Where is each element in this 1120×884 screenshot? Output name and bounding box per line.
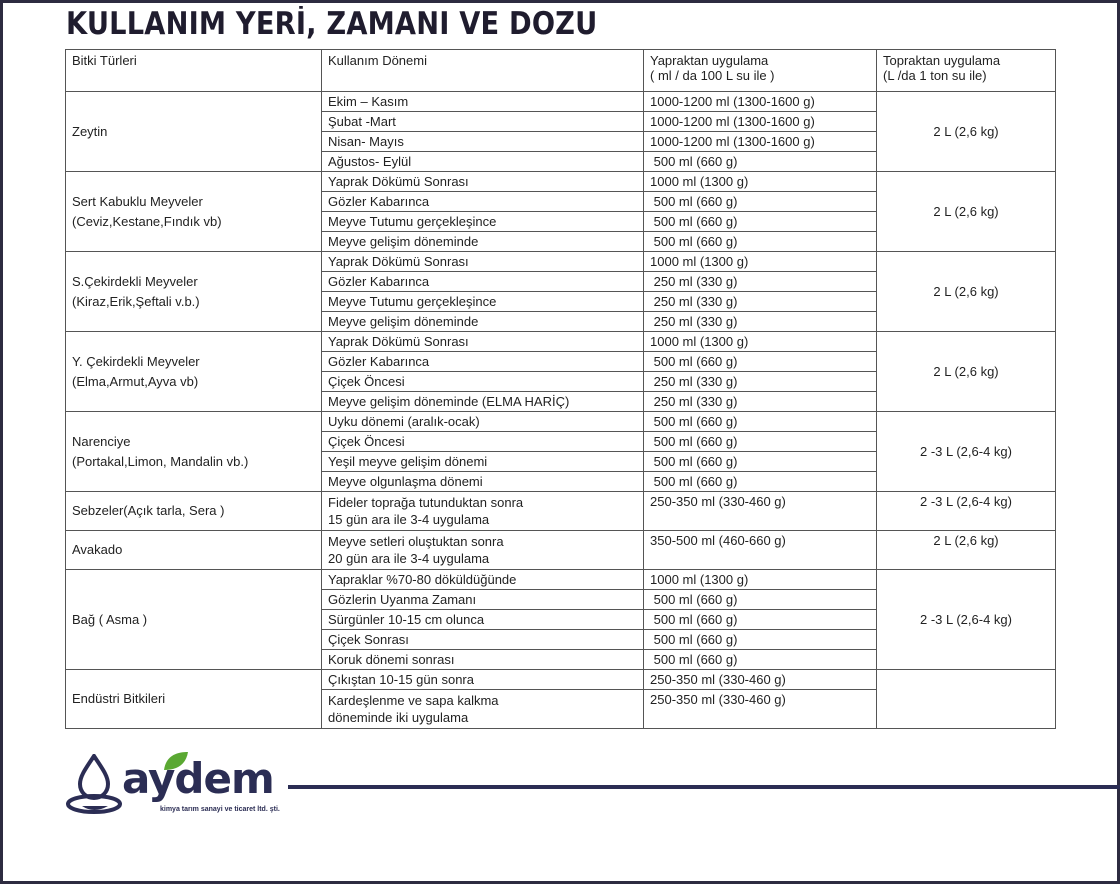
period-text: Çıkıştan 10-15 gün sonra [328,672,474,687]
period-cell [322,432,644,452]
header-crop: Bitki Türleri [66,50,322,92]
period-text-line2: 15 gün ara ile 3-4 uygulama [328,512,490,527]
crop-name: Y. Çekirdekli Meyveler [72,353,200,369]
period-text: Gözler Kabarınca [328,354,430,369]
crop-name: (Portakal,Limon, Mandalin vb.) [72,453,249,469]
crop-cell [66,570,322,670]
period-cell [322,192,644,212]
crop-name: Zeytin [72,123,108,139]
period-cell [322,212,644,232]
period-cell [322,610,644,630]
period-cell [322,252,644,272]
period-text: Ağustos- Eylül [328,154,412,169]
period-cell [322,392,644,412]
crop-name: Avakado [72,542,123,557]
period-cell [322,650,644,670]
header-period: Kullanım Dönemi [322,50,644,92]
period-text: Kardeşlenme ve sapa kalkma [328,693,499,708]
period-cell [322,492,644,531]
period-cell [322,292,644,312]
crop-cell [66,92,322,172]
foliar-dose-cell: 250-350 ml (330-460 g) [644,670,877,690]
foliar-dose-cell: 500 ml (660 g) [644,432,877,452]
period-text: Yaprak Dökümü Sonrası [328,254,469,269]
foliar-dose-cell: 250 ml (330 g) [644,272,877,292]
dosage-table-body [66,50,1056,729]
table-row [66,570,1056,590]
period-cell [322,92,644,112]
period-cell [322,412,644,432]
foliar-dose-cell: 1000 ml (1300 g) [644,252,877,272]
period-text: Çiçek Öncesi [328,434,405,449]
header-foliar-line1: Yapraktan uygulama [650,53,769,68]
foliar-dose-cell: 250 ml (330 g) [644,372,877,392]
crop-name: (Kiraz,Erik,Şeftali v.b.) [72,293,200,309]
period-cell [322,232,644,252]
table-row [66,172,1056,192]
period-text: Yapraklar %70-80 döküldüğünde [328,572,517,587]
header-soil [877,50,1056,92]
period-text: Gözlerin Uyanma Zamanı [328,592,477,607]
period-cell [322,152,644,172]
period-text: Fideler toprağa tutunduktan sonra [328,495,524,510]
crop-name: Bağ ( Asma ) [72,611,148,627]
crop-name: Sert Kabuklu Meyveler [72,193,203,209]
crop-name: S.Çekirdekli Meyveler [72,273,198,289]
period-text: Yeşil meyve gelişim dönemi [328,454,488,469]
foliar-dose-cell: 1000-1200 ml (1300-1600 g) [644,132,877,152]
crop-name: (Ceviz,Kestane,Fındık vb) [72,213,222,229]
period-cell [322,272,644,292]
period-text-line2: döneminde iki uygulama [328,710,469,725]
page-title: KULLANIM YERİ, ZAMANI VE DOZU [66,6,598,42]
crop-name: Sebzeler(Açık tarla, Sera ) [72,503,225,518]
drop-splash-icon [64,754,124,816]
period-cell [322,112,644,132]
foliar-dose-cell: 500 ml (660 g) [644,630,877,650]
period-cell [322,172,644,192]
soil-dose-cell: 2 L (2,6 kg) [877,332,1056,412]
period-cell [322,312,644,332]
foliar-dose-cell: 1000 ml (1300 g) [644,332,877,352]
foliar-dose-cell: 500 ml (660 g) [644,192,877,212]
period-text: Yaprak Dökümü Sonrası [328,334,469,349]
crop-name: Endüstri Bitkileri [72,691,166,706]
crop-cell [66,670,322,729]
foliar-dose-cell: 500 ml (660 g) [644,452,877,472]
foliar-dose-cell: 250 ml (330 g) [644,392,877,412]
period-text: Gözler Kabarınca [328,274,430,289]
soil-dose-cell: 2 -3 L (2,6-4 kg) [877,412,1056,492]
foliar-dose-cell: 250-350 ml (330-460 g) [644,492,877,531]
brand-tagline: kimya tarım sanayi ve ticaret ltd. şti. [160,806,280,813]
period-cell [322,590,644,610]
period-cell [322,472,644,492]
period-cell [322,132,644,152]
footer-rule [288,785,1120,789]
foliar-dose-cell: 1000 ml (1300 g) [644,570,877,590]
period-text: Meyve Tutumu gerçekleşince [328,214,497,229]
soil-dose-cell: 2 -3 L (2,6-4 kg) [877,570,1056,670]
aydem-logo [64,750,284,820]
foliar-dose-cell: 1000 ml (1300 g) [644,172,877,192]
period-cell [322,372,644,392]
table-row [66,332,1056,352]
period-cell [322,670,644,690]
table-row [66,412,1056,432]
soil-dose-cell: 2 L (2,6 kg) [877,252,1056,332]
crop-cell [66,492,322,531]
soil-dose-cell: 2 -3 L (2,6-4 kg) [877,492,1056,531]
foliar-dose-cell: 250-350 ml (330-460 g) [644,690,877,729]
period-text: Meyve gelişim döneminde [328,314,479,329]
table-row [66,492,1056,531]
table-row [66,670,1056,690]
crop-cell [66,531,322,570]
foliar-dose-cell: 250 ml (330 g) [644,312,877,332]
period-text: Koruk dönemi sonrası [328,652,455,667]
period-text: Çiçek Öncesi [328,374,405,389]
crop-cell [66,252,322,332]
table-row [66,531,1056,570]
period-cell [322,452,644,472]
table-header-row [66,50,1056,92]
soil-dose-cell: 2 L (2,6 kg) [877,531,1056,570]
period-text: Meyve setleri oluştuktan sonra [328,534,504,549]
period-cell [322,531,644,570]
foliar-dose-cell: 500 ml (660 g) [644,610,877,630]
period-text: Meyve gelişim döneminde (ELMA HARİÇ) [328,394,570,409]
period-text: Nisan- Mayıs [328,134,404,149]
crop-name: (Elma,Armut,Ayva vb) [72,373,199,389]
foliar-dose-cell: 500 ml (660 g) [644,590,877,610]
period-cell [322,630,644,650]
foliar-dose-cell: 500 ml (660 g) [644,232,877,252]
period-text: Meyve gelişim döneminde [328,234,479,249]
crop-cell [66,332,322,412]
period-cell [322,570,644,590]
period-text: Çiçek Sonrası [328,632,409,647]
header-foliar-line2: ( ml / da 100 L su ile ) [650,68,775,83]
foliar-dose-cell: 350-500 ml (460-660 g) [644,531,877,570]
period-text: Gözler Kabarınca [328,194,430,209]
dosage-table [65,49,1056,729]
foliar-dose-cell: 500 ml (660 g) [644,212,877,232]
crop-cell [66,172,322,252]
foliar-dose-cell: 500 ml (660 g) [644,472,877,492]
soil-dose-cell [877,670,1056,729]
period-text: Ekim – Kasım [328,94,409,109]
foliar-dose-cell: 500 ml (660 g) [644,152,877,172]
foliar-dose-cell: 250 ml (330 g) [644,292,877,312]
foliar-dose-cell: 500 ml (660 g) [644,352,877,372]
period-text: Sürgünler 10-15 cm olunca [328,612,485,627]
foliar-dose-cell: 1000-1200 ml (1300-1600 g) [644,92,877,112]
period-cell [322,690,644,729]
foliar-dose-cell: 500 ml (660 g) [644,650,877,670]
header-soil-line1: Topraktan uygulama [883,53,1001,68]
crop-cell [66,412,322,492]
frame-left-border [0,0,3,884]
period-cell [322,352,644,372]
header-soil-line2: (L /da 1 ton su ile) [883,68,987,83]
table-row [66,92,1056,112]
period-text: Meyve olgunlaşma dönemi [328,474,483,489]
period-text: Uyku dönemi (aralık-ocak) [328,414,480,429]
period-text: Meyve Tutumu gerçekleşince [328,294,497,309]
brand-name: aydem [122,754,274,803]
period-text: Yaprak Dökümü Sonrası [328,174,469,189]
foliar-dose-cell: 500 ml (660 g) [644,412,877,432]
period-cell [322,332,644,352]
soil-dose-cell: 2 L (2,6 kg) [877,92,1056,172]
crop-name: Narenciye [72,433,131,449]
period-text-line2: 20 gün ara ile 3-4 uygulama [328,551,490,566]
table-row [66,252,1056,272]
frame-top-border [0,0,1120,3]
period-text: Şubat -Mart [328,114,396,129]
soil-dose-cell: 2 L (2,6 kg) [877,172,1056,252]
foliar-dose-cell: 1000-1200 ml (1300-1600 g) [644,112,877,132]
header-foliar [644,50,877,92]
